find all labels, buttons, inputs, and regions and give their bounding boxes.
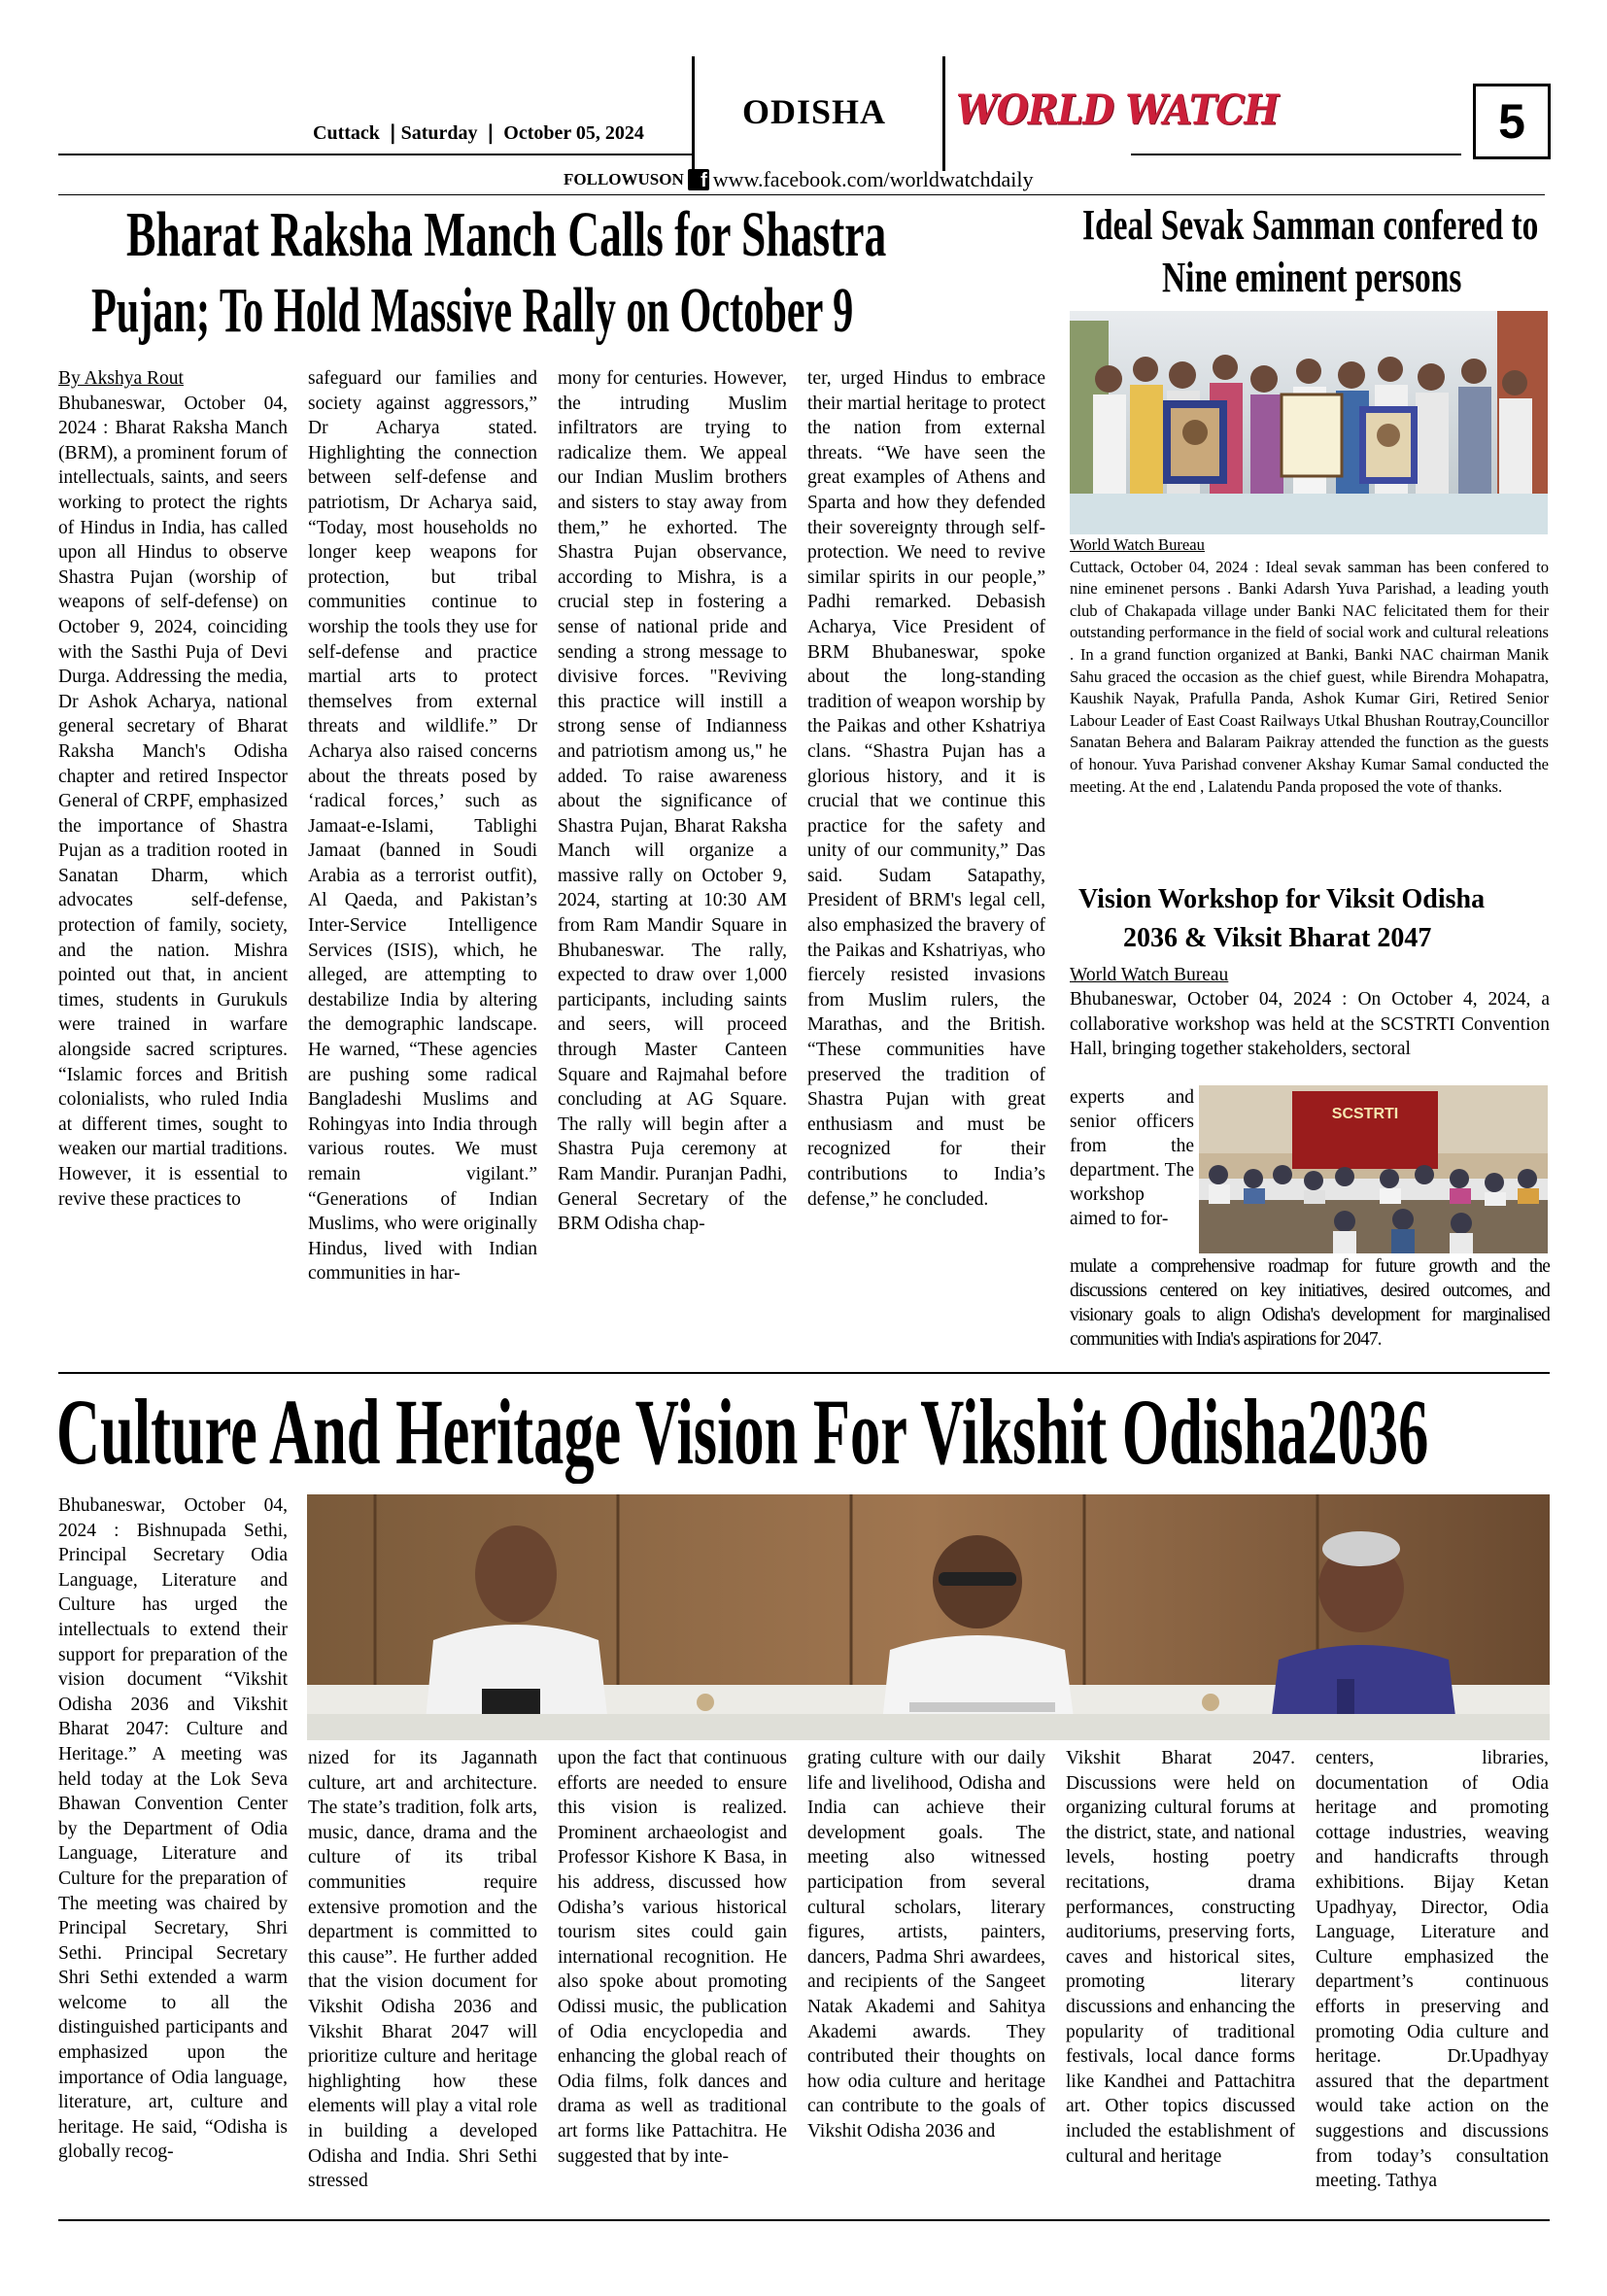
page-bottom-rule: [58, 2219, 1550, 2221]
article1-col4-text: ter, urged Hindus to embrace their martial heritage to protect the nation from external threats. “We have seen the great examples of Athens and Sparta and how they defended their sovereignty through self-protection. We need to revive similar spirits in our people,” Padhi remarked. Debasish Acharya, Vice President of BRM Bhubaneswar, spoke about the long-standing tradition of weapon worship by the Paikas and other Kshatriya clans. “Shastra Pujan has a glorious history, and it is crucial that we continue this practice for the safety and unity of our community,” Das said. Sudam Satapathy, President of BRM's legal cell, also emphasized the bravery of the Paikas and Kshatriyas, who fiercely resisted invasions from Muslim rulers, the Marathas, and the British. “These communities have preserved the tradition of Shastra Pujan with great enthusiasm and must be recognized for their contributions to India’s defense,” he concluded.: [807, 368, 1045, 1210]
article4-col5-text: Vikshit Bharat 2047. Discussions were held on organizing cultural forums at the district, state, and national levels, hosting poetry recitations, drama performances, constructing auditoriums, preserving forts, caves and historical sites, promoting literary discussions and enhancing the popularity of traditional festivals, local dance forms like Kandhei and Pattachitra art. Other topics discussed included the establishment of cultural and heritage: [1066, 1748, 1295, 2167]
page-number-box: [1473, 84, 1551, 159]
article3-headline-line1: Vision Workshop for Viksit Odisha: [1078, 884, 1486, 914]
article4-top-rule: [58, 1372, 1550, 1374]
page-number: 5: [1498, 94, 1525, 149]
article2-headline-line2: Nine eminent persons: [1162, 254, 1462, 301]
article3-lead: [1070, 963, 1550, 1085]
facebook-url[interactable]: www.facebook.com/worldwatchdaily: [712, 167, 1034, 191]
article4-column-3: [558, 1746, 787, 2212]
article1-column-1: [58, 366, 288, 1375]
follow-rule: [58, 194, 1545, 195]
follow-row: [564, 167, 1033, 192]
article1-column-3: [558, 366, 787, 1375]
masthead-divider-2: [942, 56, 945, 171]
follow-label: FOLLOWUSON: [564, 170, 684, 188]
masthead-right-rule: [1131, 154, 1461, 155]
article4-col4-text: grating culture with our daily life and livelihood, Odisha and India can achieve their development goals. The meeting also witnessed participation from several cultural scholars, literary figures, artists, painters, dancers, Padma Shri awardees, and recipients of the Sangeet Natak Akademi and Sahitya Akademi awards. They contributed their thoughts on how odia culture and heritage can contribute to the goals of Vikshit Odisha 2036 and: [807, 1748, 1045, 2142]
article3-after-text: mulate a comprehensive roadmap for future growth and the discussions centered on key initiatives, desired outcomes, and visionary goals to align Odisha's development for marginalised communities with India's aspirations for 2047.: [1070, 1256, 1550, 1350]
workshop-photo: [1199, 1085, 1548, 1253]
article1-byline: By Akshya Rout: [58, 368, 184, 389]
article4-col2-text: nized for its Jagannath culture, art and architecture. The state’s tradition, folk arts, music, dance, drama and the culture of its tribal communities require extensive promotion and the department is committed to this cause”. He further added that the vision document for Vikshit Odisha 2036 and Vikshit Bharat 2047 will prioritize culture and heritage highlighting how these elements will play a vital role in building a developed Odisha and India. Shri Sethi stressed: [308, 1748, 537, 2192]
workshop-banner-text: SCSTRTI: [1331, 1106, 1399, 1122]
article3-after-photo: [1070, 1254, 1550, 1376]
article1-col3-text: mony for centuries. However, the intruding Muslim infiltrators are trying to radicalize them. We appeal our Indian Muslim brothers and sisters to stay away from them,” he exhorted. The Shastra Pujan observance, according to Mishra, is a crucial step in fostering a sense of national pride and sending a strong message to divisive forces. "Reviving this practice will instill a strong sense of Indianness and patriotism among us," he added. To raise awareness about the significance of Shastra Pujan, Bharat Raksha Manch will organize a massive rally on October 9, 2024, starting at 10:30 AM from Ram Mandir Square in Bhubaneswar. The rally, expected to draw over 1,000 participants, including saints and seers, will proceed through Master Canteen Square and Rajmahal before concluding at AG Square. The rally will begin after a Shastra Puja ceremony at Ram Mandir. Puranjan Padhi, General Secretary of the BRM Odisha chap-: [558, 368, 787, 1235]
article3-byline: World Watch Bureau: [1070, 965, 1229, 985]
article4-column-6: [1316, 1746, 1549, 2212]
masthead-dateline: Cuttack ❘Saturday ❘ October 05, 2024: [313, 122, 644, 144]
article2-headline-line1: Ideal Sevak Samman confered to: [1082, 201, 1539, 249]
article1-headline-line2: Pujan; To Hold Massive Rally on October 9: [91, 275, 854, 346]
article4-col1-text: Bhubaneswar, October 04, 2024 : Bishnupada Sethi, Principal Secretary Odia Language, Literature and Culture has urged the intellectuals to extend their support for preparation of the vision document “Vikshit Odisha 2036 and Vikshit Bharat 2047: Culture and Heritage.” A meeting was held today at the Lok Seva Bhawan Convention Center by the Department of Odia Language, Literature and Culture for the preparation of The meeting was chaired by Principal Secretary, Shri Sethi. Principal Secretary Shri Sethi extended a warm welcome to all the distinguished participants and emphasized upon the importance of Odia language, literature, art, culture and heritage. He said, “Odisha is globally recog-: [58, 1495, 288, 2163]
article1-column-2: [308, 366, 537, 1375]
article3-headline-line2: 2036 & Viksit Bharat 2047: [1123, 923, 1432, 953]
section-label: ODISHA: [742, 92, 887, 131]
article1-column-4: [807, 366, 1045, 1375]
article3-beside-photo: [1070, 1085, 1194, 1255]
article3-beside-text: experts and senior officers from the department. The workshop aimed to for-: [1070, 1087, 1194, 1229]
world-watch-logo: WORLD WATCH: [956, 85, 1279, 134]
facebook-icon[interactable]: f: [688, 169, 709, 190]
article4-col6-text: centers, libraries, documentation of Odia heritage and promoting cottage industries, weaving and handicrafts through exhibitions. Bijay Ketan Upadhyay, Director, Odia Language, Literature and Culture emphasized the department’s continuous efforts in preserving and promoting Odia culture and heritage. Dr.Upadhyay assured that the department would take action on the suggestions and discussions from today’s consultation meeting. Tathya: [1316, 1748, 1549, 2192]
article2-byline: World Watch Bureau: [1070, 535, 1205, 554]
culture-meeting-photo: [307, 1494, 1550, 1740]
article4-column-4: [807, 1746, 1045, 2212]
felicitation-photo: [1070, 311, 1548, 534]
article3-lead-text: Bhubaneswar, October 04, 2024 : On October 4, 2024, a collaborative workshop was held at the SCSTRTI Convention Hall, bringing together stakeholders, sectoral: [1070, 989, 1550, 1060]
masthead-divider-1: [692, 56, 695, 171]
article1-col2-text: safeguard our families and society against aggressors,” Dr Acharya stated. Highlighting the connection between self-defense and patriotism, Dr Acharya said, “Today, most households no longer keep weapons for protection, but tribal communities continue to worship the tools they use for self-defense and practice martial arts to protect themselves from external threats and wildlife.” Dr Acharya also raised concerns about the threats posed by ‘radical forces,’ such as Jamaat-e-Islami, Tablighi Jamaat (banned in Soudi Arabia as a terrorist outfit), Al Qaeda, and Pakistan’s Inter-Service Intelligence Services (ISIS), which, he alleged, are attempting to destabilize India by altering the demographic landscape. He warned, “These agencies are pushing some radical Bangladeshi Muslims and Rohingyas into India through various routes. We must remain vigilant.” “Generations of Indian Muslims, who were originally Hindus, lived with Indian communities in har-: [308, 368, 537, 1285]
article4-column-1: [58, 1493, 288, 2212]
article4-col3-text: upon the fact that continuous efforts are needed to ensure this vision is realized. Prominent archaeologist and Professor Kishore K Basa, in his address, discussed how Odisha’s various historical tourism sites could gain international recognition. He also spoke about promoting Odissi music, the publication of Odia encyclopedia and enhancing the global reach of Odia films, folk dances and drama as well as traditional art forms like Pattachitra. He suggested that by inte-: [558, 1748, 787, 2167]
article4-headline: Culture And Heritage Vision For Vikshit Odisha2036: [56, 1380, 1429, 1484]
article2-body: [1070, 534, 1549, 880]
article4-column-5: [1066, 1746, 1295, 2212]
article2-text: Cuttack, October 04, 2024 : Ideal sevak samman has been confered to nine eminenet persons . Banki Adarsh Yuva Parishad, a leading youth club of Chakapada village under Banki NAC felicitated them for their outstanding performance in the field of social work and cultural releations . In a grand function organized at Banki, Banki NAC chairman Manik Sahu graced the occasion as the chief guest, while Birendra Mohapatra, Kaushik Nayak, Prafulla Panda, Ashok Kumar Giri, Retired Senior Labour Leader of East Coast Railways Utkal Bhushan Routray,Councillor Sanatan Behera and Balaram Paikray attended the function as the guests of honour. Yuva Parishad convener Akshay Kumar Samal conducted the meeting. At the end , Lalatendu Panda proposed the vote of thanks.: [1070, 557, 1549, 796]
article4-column-2: [308, 1746, 537, 2212]
masthead-left-rule: [58, 154, 692, 155]
article1-headline-line1: Bharat Raksha Manch Calls for Shastra: [126, 199, 887, 270]
article1-col1-text: Bhubaneswar, October 04, 2024 : Bharat Raksha Manch (BRM), a prominent forum of intellectuals, saints, and seers working to protect the rights of Hindus in India, has called upon all Hindus to observe Shastra Pujan (worship of weapons of self-defense) on October 9, 2024, coinciding with the Sasthi Puja of Devi Durga. Addressing the media, Dr Ashok Acharya, national general secretary of Bharat Raksha Manch's Odisha chapter and retired Inspector General of CRPF, emphasized the importance of Shastra Pujan as a tradition rooted in Sanatan Dharm, which advocates self-defense, protection of family, society, and the nation. Mishra pointed out that, in ancient times, students in Gurukuls were trained in warfare alongside sacred scriptures. “Islamic forces and British colonialists, who ruled India at different times, sought to weaken our martial traditions. However, it is essential to revive these practices to: [58, 393, 288, 1210]
